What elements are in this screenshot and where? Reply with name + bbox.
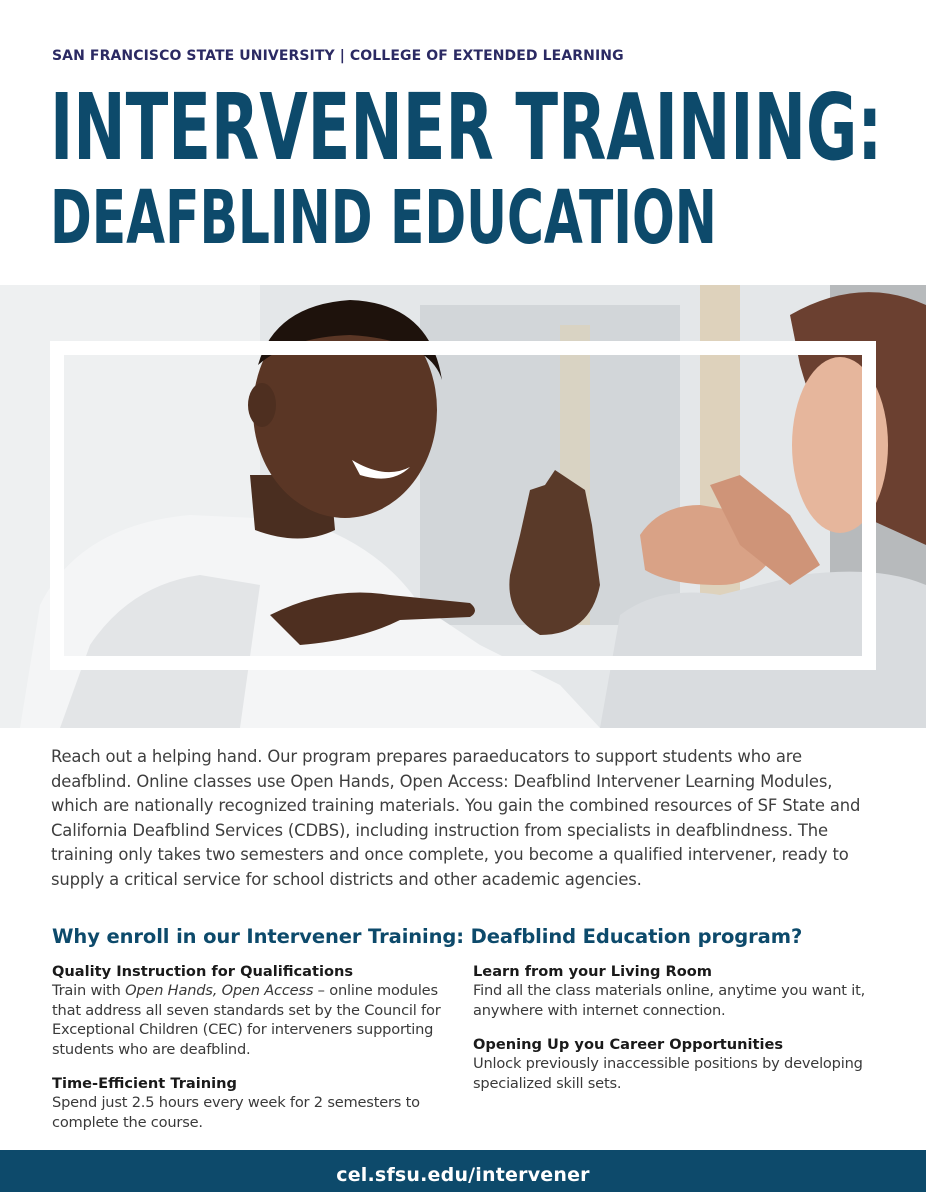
feature-text: Train with Open Hands, Open Access – online modules that address all seven standards set by the Council for Exceptional Children (CEC) for interveners supporting students who are deafblind. — [52, 982, 441, 1058]
feature-title: Time-Efficient Training — [52, 1075, 237, 1092]
feature-text: Spend just 2.5 hours every week for 2 semesters to complete the course. — [52, 1094, 420, 1131]
feature-text: Unlock previously inaccessible positions by developing specialized skill sets. — [473, 1055, 863, 1092]
why-enroll-heading: Why enroll in our Intervener Training: Deafblind Education program? — [52, 925, 803, 948]
page-title-line1: INTERVENER TRAINING: — [50, 74, 883, 181]
feature-title: Learn from your Living Room — [473, 963, 713, 980]
feature-title: Opening Up you Career Opportunities — [473, 1036, 784, 1053]
footer-url-link[interactable]: cel.sfsu.edu/intervener — [336, 1164, 590, 1186]
feature-title: Quality Instruction for Qualifications — [52, 963, 354, 980]
eyebrow-text: SAN FRANCISCO STATE UNIVERSITY | COLLEGE OF EXTENDED LEARNING — [52, 48, 624, 64]
feature-text: Find all the class materials online, anytime you want it, anywhere with internet connection. — [473, 982, 866, 1019]
feature-career-opportunities — [473, 1035, 893, 1093]
features-right-column — [473, 962, 893, 1108]
feature-time-efficient — [52, 1074, 452, 1132]
footer-bar — [0, 1150, 926, 1192]
features-left-column — [52, 962, 452, 1147]
photo-frame — [50, 341, 876, 670]
feature-quality-instruction — [52, 962, 452, 1059]
page-title-line2: DEAFBLIND EDUCATION — [50, 175, 717, 261]
intro-paragraph: Reach out a helping hand. Our program prepares paraeducators to support students who are deafblind. Online classes use Open Hands, Open Access: Deafblind Intervener Learning Modules, which are nationally recognized training materials. You gain the combined resources of SF State and California Deafblind Services (CDBS), including instruction from specialists in deafblindness. The training only takes two semesters and once complete, you become a qualified intervener, ready to supply a critical service for school districts and other academic agencies. — [51, 747, 861, 889]
feature-living-room — [473, 962, 893, 1020]
